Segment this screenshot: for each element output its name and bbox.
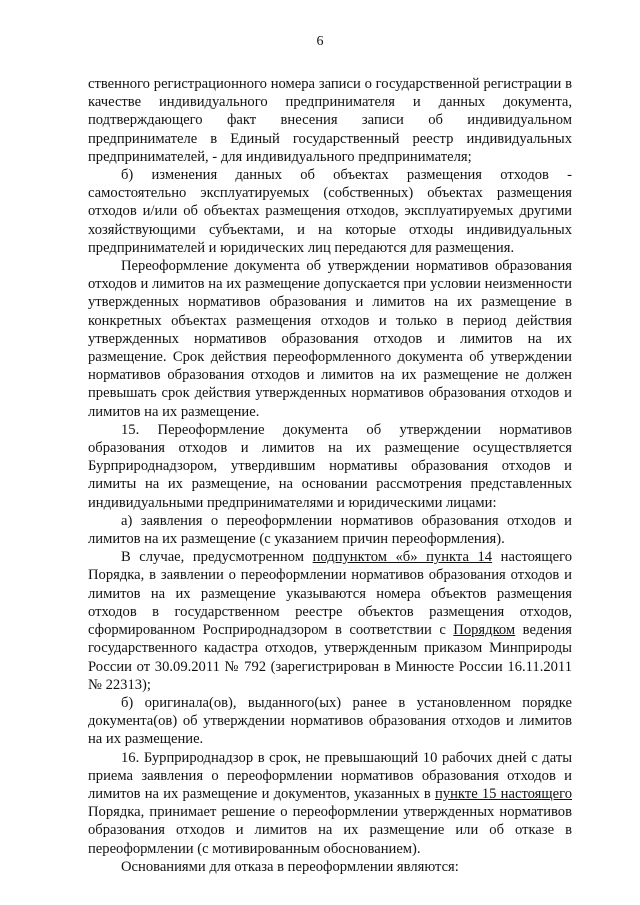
paragraph-reissue-conditions: Переоформление документа об утверждении нормативов образования отходов и лимитов на их размещение допускается при условии неизменности утвержденных нормативов образования и лимитов на их размещение в конкретных объектах размещения отходов и только в период действия утвержденных нормативов образования отходов и лимитов на их размещение. Срок действия переоформленного документа об утверждении нормативов образования отходов и лимитов на их размещение не должен превышать срок действия утвержденных нормативов образования отходов и лимитов на их размещение. [88, 258, 572, 420]
paragraph-subitem-b-objects: б) изменения данных об объектах размещения отходов - самостоятельно эксплуатируемых (собственных) объектах размещения отходов и/или об объектах размещения отходов, эксплуатируемых другими хозяйствующими субъектами, и на которые отходы индивидуальных предпринимателей и юридических лиц передаются для размещения. [88, 167, 572, 256]
link-procedure[interactable]: Порядком [453, 622, 516, 639]
paragraph-item-16 [88, 749, 572, 858]
link-subitem-b-item-14[interactable]: подпунктом «б» пункта 14 [312, 549, 493, 566]
paragraph-item-15: 15. Переоформление документа об утверждении нормативов образования отходов и лимитов на их размещение осуществляется Бурприроднадзором, утвердившим нормативы образования отходов и лимиты на их размещение, на основании рассмотрения представленных индивидуальными предпринимателями и юридическими лицами: [88, 421, 572, 511]
paragraph-case-subitem-b [88, 548, 572, 694]
paragraph-text: Порядка, принимает решение о переоформлении утвержденных нормативов образования отходов и лимитов на их размещение или об отказе в переоформлении (с мотивированным обоснованием). [88, 804, 572, 857]
paragraph-text: ведения государственного кадастра отходов, утвержденным приказом Минприроды России от 30.09.2011 № 792 (зарегистрирован в Минюсте России 16.11.2011 № 22313); [88, 622, 572, 693]
paragraph-text: В случае, предусмотренном [121, 549, 313, 566]
paragraph-text: 16. Бурприроднадзор в срок, не превышающий 10 рабочих дней с даты приема заявления о переоформлении нормативов образования отходов и лимитов на их размещение и документов, указанных в [88, 749, 572, 802]
link-item-15[interactable]: пункте 15 настоящего [435, 785, 572, 802]
paragraph-refusal-grounds: Основаниями для отказа в переоформлении являются: [121, 858, 459, 875]
paragraph-text: настоящего Порядка, в заявлении о переоформлении нормативов образования отходов и лимитов на их размещение указываются номера объектов размещения отходов в государственном реестре объектов размещения отходов, сформированном Росприроднадзором в соответствии с [88, 549, 572, 639]
paragraph-subitem-a-application: а) заявления о переоформлении нормативов образования отходов и лимитов на их размещение (с указанием причин переоформления). [88, 512, 572, 548]
paragraph-continuation: ственного регистрационного номера записи о государственной регистрации в качестве индивидуального предпринимателя и данных документа, подтверждающего факт внесения записи об индивидуальном предпринимателе в Единый государственный реестр индивидуальных предпринимателей, - для индивидуального предпринимателя; [88, 76, 572, 165]
paragraph-subitem-b-originals: б) оригинала(ов), выданного(ых) ранее в установленном порядке документа(ов) об утверждении нормативов образования отходов и лимитов на их размещение. [88, 694, 572, 748]
document-body [88, 75, 572, 876]
page-number: 6 [316, 34, 324, 49]
